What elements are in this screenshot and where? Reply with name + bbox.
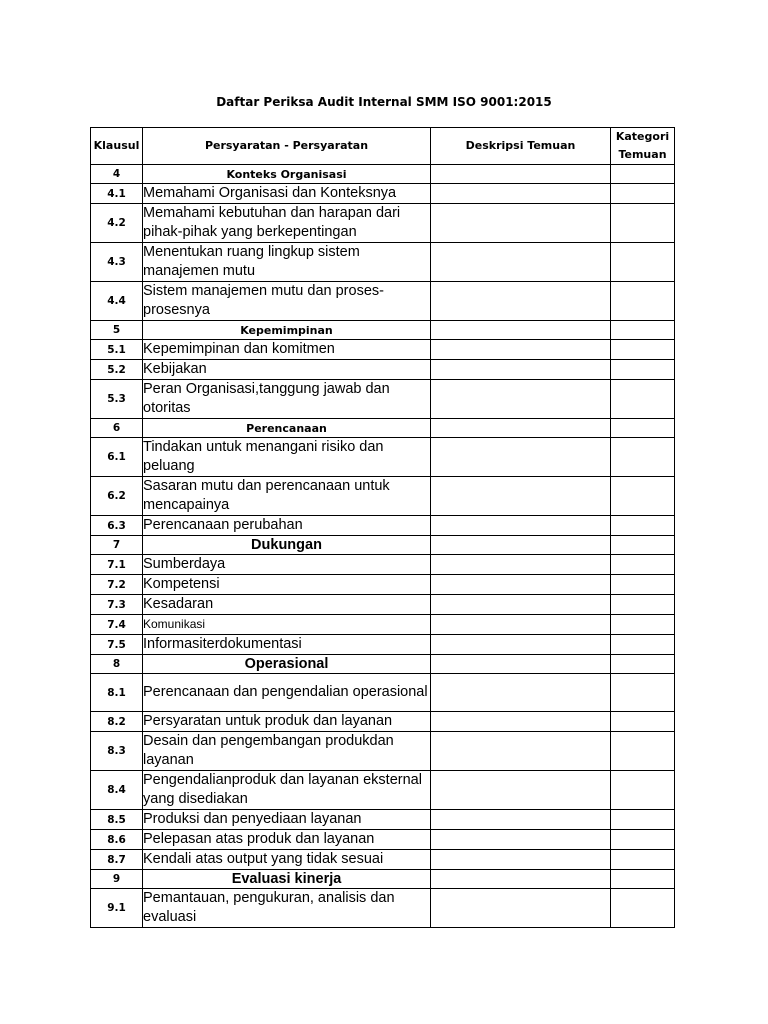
requirement-text: Kesadaran <box>143 595 431 615</box>
clause-number: 7.2 <box>91 575 143 595</box>
table-row <box>91 555 675 575</box>
kategori-temuan-cell <box>611 555 675 575</box>
clause-number: 6.1 <box>91 438 143 477</box>
deskripsi-temuan-cell <box>431 536 611 555</box>
section-row <box>91 321 675 340</box>
table-row <box>91 575 675 595</box>
table-row <box>91 340 675 360</box>
kategori-temuan-cell <box>611 830 675 850</box>
clause-number: 8.1 <box>91 674 143 712</box>
kategori-temuan-cell <box>611 712 675 732</box>
kategori-temuan-cell <box>611 635 675 655</box>
table-row <box>91 438 675 477</box>
clause-number: 4.1 <box>91 184 143 204</box>
kategori-temuan-cell <box>611 771 675 810</box>
requirement-text: Persyaratan untuk produk dan layanan <box>143 712 431 732</box>
section-title: Dukungan <box>143 536 431 555</box>
kategori-temuan-cell <box>611 615 675 635</box>
requirement-text: Perencanaan dan pengendalian operasional <box>143 674 431 712</box>
table-row <box>91 850 675 870</box>
deskripsi-temuan-cell <box>431 360 611 380</box>
clause-number: 8.7 <box>91 850 143 870</box>
requirement-text: Memahami Organisasi dan Konteksnya <box>143 184 431 204</box>
clause-number: 7.5 <box>91 635 143 655</box>
clause-number: 4.3 <box>91 243 143 282</box>
deskripsi-temuan-cell <box>431 655 611 674</box>
requirement-text: Pemantauan, pengukuran, analisis dan evaluasi <box>143 889 431 928</box>
requirement-text: Desain dan pengembangan produkdan layanan <box>143 732 431 771</box>
kategori-temuan-cell <box>611 674 675 712</box>
clause-number: 4 <box>91 165 143 184</box>
kategori-temuan-cell <box>611 477 675 516</box>
audit-checklist-table <box>90 127 675 928</box>
kategori-temuan-cell <box>611 282 675 321</box>
document-title: Daftar Periksa Audit Internal SMM ISO 9001:2015 <box>216 95 552 109</box>
section-title: Perencanaan <box>143 419 431 438</box>
clause-number: 5.1 <box>91 340 143 360</box>
table-row <box>91 360 675 380</box>
deskripsi-temuan-cell <box>431 889 611 928</box>
kategori-temuan-cell <box>611 204 675 243</box>
clause-number: 8.4 <box>91 771 143 810</box>
deskripsi-temuan-cell <box>431 165 611 184</box>
table-row <box>91 635 675 655</box>
kategori-temuan-cell <box>611 850 675 870</box>
header-deskripsi-temuan: Deskripsi Temuan <box>431 128 611 165</box>
clause-number: 8 <box>91 655 143 674</box>
clause-number: 8.6 <box>91 830 143 850</box>
kategori-temuan-cell <box>611 340 675 360</box>
requirement-text: Pengendalianproduk dan layanan eksternal yang disediakan <box>143 771 431 810</box>
requirement-text: Kepemimpinan dan komitmen <box>143 340 431 360</box>
deskripsi-temuan-cell <box>431 438 611 477</box>
table-row <box>91 674 675 712</box>
table-row <box>91 204 675 243</box>
kategori-temuan-cell <box>611 243 675 282</box>
requirement-text: Sistem manajemen mutu dan proses-prosesnya <box>143 282 431 321</box>
clause-number: 5.3 <box>91 380 143 419</box>
header-persyaratan: Persyaratan - Persyaratan <box>143 128 431 165</box>
deskripsi-temuan-cell <box>431 771 611 810</box>
header-klausul: Klausul <box>91 128 143 165</box>
table-row <box>91 282 675 321</box>
requirement-text: Sumberdaya <box>143 555 431 575</box>
deskripsi-temuan-cell <box>431 674 611 712</box>
deskripsi-temuan-cell <box>431 830 611 850</box>
deskripsi-temuan-cell <box>431 204 611 243</box>
requirement-text: Perencanaan perubahan <box>143 516 431 536</box>
deskripsi-temuan-cell <box>431 380 611 419</box>
deskripsi-temuan-cell <box>431 516 611 536</box>
table-row <box>91 712 675 732</box>
clause-number: 4.2 <box>91 204 143 243</box>
kategori-temuan-cell <box>611 165 675 184</box>
table-body <box>91 165 675 928</box>
kategori-temuan-cell <box>611 575 675 595</box>
clause-number: 7 <box>91 536 143 555</box>
clause-number: 5.2 <box>91 360 143 380</box>
deskripsi-temuan-cell <box>431 712 611 732</box>
deskripsi-temuan-cell <box>431 810 611 830</box>
deskripsi-temuan-cell <box>431 850 611 870</box>
deskripsi-temuan-cell <box>431 419 611 438</box>
clause-number: 6 <box>91 419 143 438</box>
kategori-temuan-cell <box>611 595 675 615</box>
section-row <box>91 536 675 555</box>
deskripsi-temuan-cell <box>431 635 611 655</box>
kategori-temuan-cell <box>611 184 675 204</box>
clause-number: 7.4 <box>91 615 143 635</box>
table-row <box>91 615 675 635</box>
table-row <box>91 184 675 204</box>
requirement-text: Memahami kebutuhan dan harapan dari pihak-pihak yang berkepentingan <box>143 204 431 243</box>
deskripsi-temuan-cell <box>431 243 611 282</box>
requirement-text: Sasaran mutu dan perencanaan untuk mencapainya <box>143 477 431 516</box>
table-row <box>91 477 675 516</box>
table-row <box>91 889 675 928</box>
section-title: Operasional <box>143 655 431 674</box>
deskripsi-temuan-cell <box>431 595 611 615</box>
section-row <box>91 419 675 438</box>
requirement-text: Peran Organisasi,tanggung jawab dan otoritas <box>143 380 431 419</box>
table-row <box>91 810 675 830</box>
clause-number: 8.3 <box>91 732 143 771</box>
clause-number: 9.1 <box>91 889 143 928</box>
kategori-temuan-cell <box>611 360 675 380</box>
kategori-temuan-cell <box>611 810 675 830</box>
kategori-temuan-cell <box>611 321 675 340</box>
requirement-text: Menentukan ruang lingkup sistem manajemen mutu <box>143 243 431 282</box>
clause-number: 8.2 <box>91 712 143 732</box>
requirement-text: Informasiterdokumentasi <box>143 635 431 655</box>
section-row <box>91 655 675 674</box>
clause-number: 4.4 <box>91 282 143 321</box>
requirement-text: Kendali atas output yang tidak sesuai <box>143 850 431 870</box>
clause-number: 6.2 <box>91 477 143 516</box>
kategori-temuan-cell <box>611 870 675 889</box>
table-header-row <box>91 128 675 165</box>
kategori-temuan-cell <box>611 516 675 536</box>
kategori-temuan-cell <box>611 889 675 928</box>
deskripsi-temuan-cell <box>431 321 611 340</box>
deskripsi-temuan-cell <box>431 555 611 575</box>
kategori-temuan-cell <box>611 655 675 674</box>
deskripsi-temuan-cell <box>431 184 611 204</box>
requirement-text: Produksi dan penyediaan layanan <box>143 810 431 830</box>
kategori-temuan-cell <box>611 732 675 771</box>
table-row <box>91 732 675 771</box>
clause-number: 6.3 <box>91 516 143 536</box>
kategori-temuan-cell <box>611 438 675 477</box>
kategori-temuan-cell <box>611 419 675 438</box>
deskripsi-temuan-cell <box>431 732 611 771</box>
section-title: Kepemimpinan <box>143 321 431 340</box>
clause-number: 9 <box>91 870 143 889</box>
section-title: Konteks Organisasi <box>143 165 431 184</box>
kategori-temuan-cell <box>611 380 675 419</box>
table-row <box>91 516 675 536</box>
deskripsi-temuan-cell <box>431 870 611 889</box>
deskripsi-temuan-cell <box>431 340 611 360</box>
clause-number: 8.5 <box>91 810 143 830</box>
section-title: Evaluasi kinerja <box>143 870 431 889</box>
deskripsi-temuan-cell <box>431 282 611 321</box>
table-row <box>91 830 675 850</box>
deskripsi-temuan-cell <box>431 615 611 635</box>
kategori-temuan-cell <box>611 536 675 555</box>
requirement-text: Kebijakan <box>143 360 431 380</box>
section-row <box>91 870 675 889</box>
deskripsi-temuan-cell <box>431 575 611 595</box>
table-row <box>91 243 675 282</box>
clause-number: 7.3 <box>91 595 143 615</box>
table-row <box>91 380 675 419</box>
table-row <box>91 595 675 615</box>
section-row <box>91 165 675 184</box>
requirement-text: Komunikasi <box>143 615 431 635</box>
deskripsi-temuan-cell <box>431 477 611 516</box>
requirement-text: Kompetensi <box>143 575 431 595</box>
header-kategori-temuan: Kategori Temuan <box>611 128 675 165</box>
requirement-text: Pelepasan atas produk dan layanan <box>143 830 431 850</box>
requirement-text: Tindakan untuk menangani risiko dan peluang <box>143 438 431 477</box>
table-row <box>91 771 675 810</box>
clause-number: 7.1 <box>91 555 143 575</box>
clause-number: 5 <box>91 321 143 340</box>
